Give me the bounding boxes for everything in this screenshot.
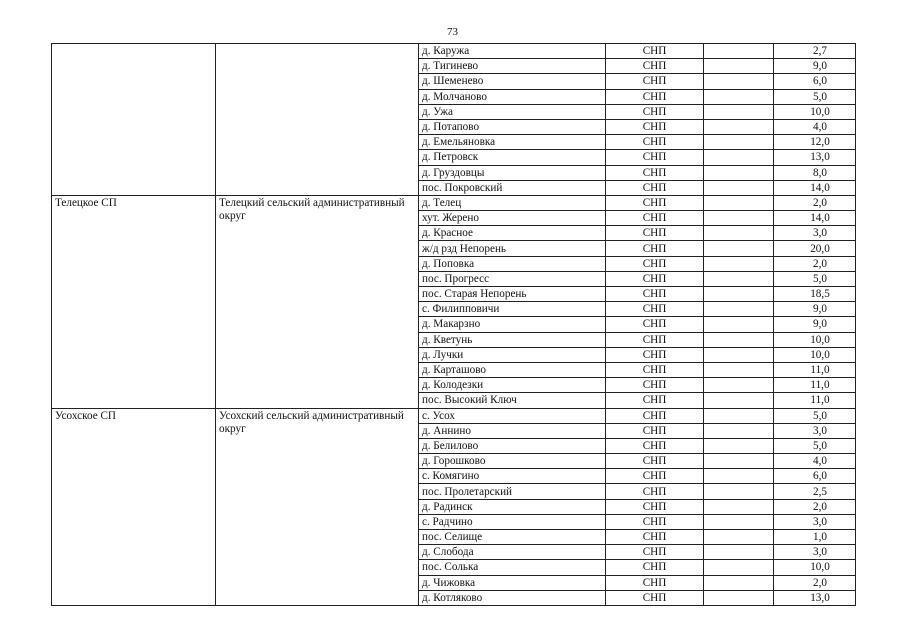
extra-cell [704, 271, 774, 286]
name-cell: д. Чижовка [419, 575, 606, 590]
district-cell: Усохский сельский административный округ [216, 408, 419, 605]
name-cell: д. Молчаново [419, 89, 606, 104]
extra-cell [704, 469, 774, 484]
name-cell: пос. Прогресс [419, 271, 606, 286]
distance-cell: 9,0 [774, 317, 856, 332]
name-cell: пос. Покровский [419, 180, 606, 195]
page-number: 73 [447, 26, 458, 38]
extra-cell [704, 119, 774, 134]
name-cell: д. Красное [419, 226, 606, 241]
distance-cell: 1,0 [774, 530, 856, 545]
name-cell: д. Лучки [419, 347, 606, 362]
extra-cell [704, 317, 774, 332]
name-cell: хут. Жерено [419, 211, 606, 226]
distance-cell: 5,0 [774, 408, 856, 423]
extra-cell [704, 302, 774, 317]
type-cell: СНП [606, 545, 704, 560]
name-cell: д. Петровск [419, 150, 606, 165]
settlements-table-body [52, 44, 856, 606]
extra-cell [704, 241, 774, 256]
extra-cell [704, 332, 774, 347]
distance-cell: 2,0 [774, 256, 856, 271]
distance-cell: 4,0 [774, 454, 856, 469]
type-cell: СНП [606, 423, 704, 438]
name-cell: с. Филипповичи [419, 302, 606, 317]
distance-cell: 9,0 [774, 59, 856, 74]
extra-cell [704, 150, 774, 165]
distance-cell: 14,0 [774, 211, 856, 226]
name-cell: д. Каружа [419, 44, 606, 59]
distance-cell: 4,0 [774, 119, 856, 134]
name-cell: д. Шеменево [419, 74, 606, 89]
name-cell: пос. Высокий Ключ [419, 393, 606, 408]
name-cell: д. Котляково [419, 590, 606, 605]
type-cell: СНП [606, 180, 704, 195]
type-cell: СНП [606, 454, 704, 469]
name-cell: д. Емельяновка [419, 135, 606, 150]
type-cell: СНП [606, 271, 704, 286]
extra-cell [704, 530, 774, 545]
distance-cell: 5,0 [774, 438, 856, 453]
distance-cell: 2,7 [774, 44, 856, 59]
table-row [52, 408, 856, 423]
name-cell: д. Поповка [419, 256, 606, 271]
district-cell: Телецкий сельский административный округ [216, 195, 419, 408]
settlement-cell [52, 44, 216, 196]
extra-cell [704, 423, 774, 438]
distance-cell: 3,0 [774, 514, 856, 529]
type-cell: СНП [606, 560, 704, 575]
extra-cell [704, 575, 774, 590]
type-cell: СНП [606, 362, 704, 377]
distance-cell: 12,0 [774, 135, 856, 150]
extra-cell [704, 74, 774, 89]
type-cell: СНП [606, 408, 704, 423]
distance-cell: 10,0 [774, 104, 856, 119]
settlement-cell: Усохское СП [52, 408, 216, 605]
extra-cell [704, 165, 774, 180]
extra-cell [704, 226, 774, 241]
extra-cell [704, 438, 774, 453]
type-cell: СНП [606, 119, 704, 134]
extra-cell [704, 362, 774, 377]
name-cell: д. Телец [419, 195, 606, 210]
extra-cell [704, 89, 774, 104]
distance-cell: 11,0 [774, 378, 856, 393]
name-cell: ж/д рзд Непорень [419, 241, 606, 256]
name-cell: д. Радинск [419, 499, 606, 514]
name-cell: пос. Старая Непорень [419, 287, 606, 302]
name-cell: д. Колодезки [419, 378, 606, 393]
extra-cell [704, 393, 774, 408]
extra-cell [704, 287, 774, 302]
distance-cell: 3,0 [774, 545, 856, 560]
extra-cell [704, 59, 774, 74]
distance-cell: 2,0 [774, 499, 856, 514]
type-cell: СНП [606, 332, 704, 347]
settlement-cell: Телецкое СП [52, 195, 216, 408]
name-cell: д. Белилово [419, 438, 606, 453]
name-cell: д. Макарзно [419, 317, 606, 332]
distance-cell: 6,0 [774, 469, 856, 484]
extra-cell [704, 378, 774, 393]
type-cell: СНП [606, 347, 704, 362]
type-cell: СНП [606, 302, 704, 317]
extra-cell [704, 195, 774, 210]
type-cell: СНП [606, 135, 704, 150]
distance-cell: 11,0 [774, 362, 856, 377]
name-cell: с. Комягино [419, 469, 606, 484]
table-row [52, 195, 856, 210]
distance-cell: 3,0 [774, 423, 856, 438]
type-cell: СНП [606, 165, 704, 180]
extra-cell [704, 104, 774, 119]
distance-cell: 5,0 [774, 271, 856, 286]
type-cell: СНП [606, 104, 704, 119]
name-cell: пос. Селище [419, 530, 606, 545]
distance-cell: 10,0 [774, 347, 856, 362]
type-cell: СНП [606, 256, 704, 271]
extra-cell [704, 256, 774, 271]
type-cell: СНП [606, 44, 704, 59]
distance-cell: 8,0 [774, 165, 856, 180]
extra-cell [704, 499, 774, 514]
type-cell: СНП [606, 226, 704, 241]
type-cell: СНП [606, 59, 704, 74]
type-cell: СНП [606, 484, 704, 499]
name-cell: с. Радчино [419, 514, 606, 529]
type-cell: СНП [606, 438, 704, 453]
distance-cell: 18,5 [774, 287, 856, 302]
type-cell: СНП [606, 195, 704, 210]
extra-cell [704, 590, 774, 605]
type-cell: СНП [606, 499, 704, 514]
type-cell: СНП [606, 89, 704, 104]
type-cell: СНП [606, 317, 704, 332]
name-cell: пос. Солька [419, 560, 606, 575]
extra-cell [704, 135, 774, 150]
distance-cell: 2,0 [774, 575, 856, 590]
extra-cell [704, 44, 774, 59]
type-cell: СНП [606, 590, 704, 605]
type-cell: СНП [606, 575, 704, 590]
name-cell: д. Кветунь [419, 332, 606, 347]
name-cell: д. Потапово [419, 119, 606, 134]
extra-cell [704, 347, 774, 362]
type-cell: СНП [606, 241, 704, 256]
type-cell: СНП [606, 74, 704, 89]
name-cell: пос. Пролетарский [419, 484, 606, 499]
extra-cell [704, 408, 774, 423]
extra-cell [704, 545, 774, 560]
distance-cell: 5,0 [774, 89, 856, 104]
distance-cell: 14,0 [774, 180, 856, 195]
distance-cell: 6,0 [774, 74, 856, 89]
distance-cell: 3,0 [774, 226, 856, 241]
type-cell: СНП [606, 378, 704, 393]
table-row [52, 44, 856, 59]
distance-cell: 20,0 [774, 241, 856, 256]
distance-cell: 13,0 [774, 150, 856, 165]
type-cell: СНП [606, 530, 704, 545]
type-cell: СНП [606, 211, 704, 226]
name-cell: д. Карташово [419, 362, 606, 377]
extra-cell [704, 484, 774, 499]
name-cell: д. Груздовцы [419, 165, 606, 180]
distance-cell: 2,5 [774, 484, 856, 499]
distance-cell: 2,0 [774, 195, 856, 210]
type-cell: СНП [606, 287, 704, 302]
name-cell: д. Горошково [419, 454, 606, 469]
type-cell: СНП [606, 150, 704, 165]
settlements-table [51, 43, 856, 606]
distance-cell: 10,0 [774, 560, 856, 575]
extra-cell [704, 560, 774, 575]
name-cell: д. Тигинево [419, 59, 606, 74]
name-cell: д. Слобода [419, 545, 606, 560]
type-cell: СНП [606, 469, 704, 484]
name-cell: с. Усох [419, 408, 606, 423]
district-cell [216, 44, 419, 196]
name-cell: д. Ужа [419, 104, 606, 119]
extra-cell [704, 180, 774, 195]
extra-cell [704, 454, 774, 469]
distance-cell: 11,0 [774, 393, 856, 408]
distance-cell: 13,0 [774, 590, 856, 605]
distance-cell: 10,0 [774, 332, 856, 347]
distance-cell: 9,0 [774, 302, 856, 317]
extra-cell [704, 514, 774, 529]
type-cell: СНП [606, 514, 704, 529]
extra-cell [704, 211, 774, 226]
name-cell: д. Аннино [419, 423, 606, 438]
type-cell: СНП [606, 393, 704, 408]
